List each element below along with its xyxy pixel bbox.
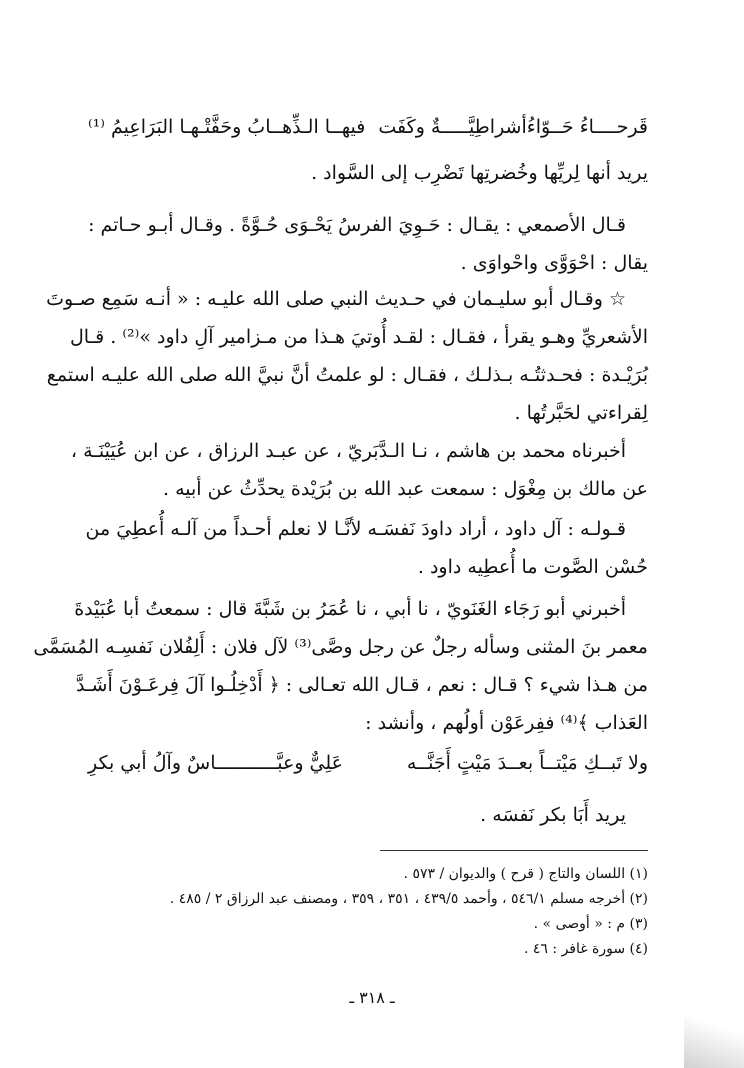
paragraph-line: أخبرناه محمد بن هاشم ، نـا الـدَّبَريّ ، عن عبـد الرزاق ، عن ابن عُيَيْنَـة ، bbox=[70, 440, 626, 462]
verse-line-1 bbox=[88, 108, 648, 146]
paragraph-line: معمر بنَ المثنى وسأله رجلٌ عن رجل وصَّى⁽³⁾ لآل فلان : أَلِفُلان نَفسِـه المُسَمَّى bbox=[33, 636, 648, 658]
paragraph-7 bbox=[88, 796, 648, 834]
paragraph-3 bbox=[46, 280, 648, 432]
footnote-4: (٤) سورة غافر : ٤٦ . bbox=[524, 941, 648, 957]
verse-1-second-hemistich: فيهــا الـذِّهــابُ وحَفَّتْـهـا البَرَاعِيمُ ⁽¹⁾ bbox=[88, 116, 366, 138]
paragraph-line: يريد أنها لِريِّها وخُضرتِها تَضْرِب إلى السَّواد . bbox=[311, 162, 648, 184]
paragraph-line: لِقراءتي لحَبَّرتُها . bbox=[514, 402, 648, 424]
paragraph-4 bbox=[70, 432, 648, 508]
paragraph-1 bbox=[88, 154, 648, 192]
footnotes bbox=[88, 862, 648, 962]
paragraph-line: حُسْن الصَّوت ما أُعطِيه داود . bbox=[417, 556, 648, 578]
paragraph-line: العَذاب ﴾⁽⁴⁾ ففِرعَوْن أولُهم ، وأنشد : bbox=[365, 712, 648, 734]
footnote-1: (١) اللسان والتاج ( قرح ) والديوان / ٥٧٣ . bbox=[403, 866, 648, 882]
verse-line-2 bbox=[88, 744, 648, 782]
paragraph-line: أخبرني أبو رَجَاء الغَنَويّ ، نا أبي ، نا عُمَرُ بن شَبَّةَ قال : سمعتُ أبا عُبَيْدةَ bbox=[74, 598, 626, 620]
paragraph-line: ☆ وقـال أبو سليـمان في حـديث النبي صلى الله عليـه : « أنـه سَمِع صـوتَ bbox=[46, 288, 626, 310]
paragraph-line: عن مالك بن مِغْوَل : سمعت عبد الله بن بُرَيْدة يحدِّثُ عن أبيه . bbox=[163, 478, 648, 500]
page-number: ـ ٣١٨ ـ bbox=[349, 988, 395, 1007]
paragraph-line: بُرَيْـدة : فحـدثتُـه بـذلـك ، فقـال : لو علمتُ أنَّ نبيَّ الله صلى الله عليـه استمع bbox=[46, 364, 648, 386]
paragraph-5 bbox=[85, 510, 648, 586]
paragraph-line: يريد أَبَا بكر نَفسَه . bbox=[480, 804, 626, 826]
verse-2-second-hemistich: عَلِيٌّ وعبَّـــــــــــاسٌ وآلُ أبي بكرِ bbox=[88, 752, 344, 774]
footnote-3: (٣) م : « أوصى » . bbox=[533, 916, 648, 932]
scan-edge-shadow bbox=[684, 998, 744, 1068]
paragraph-line: الأشعريِّ وهـو يقرأ ، فقـال : لقـد أُوتيَ هـذا من مـزامير آلِ داود »⁽²⁾ . قـال bbox=[70, 326, 648, 348]
paragraph-6 bbox=[33, 590, 648, 742]
paragraph-2 bbox=[88, 206, 648, 282]
paragraph-line: قـولـه : آل داود ، أراد داودَ نَفسَـه لأنَّـا لا نعلم أحـداً من آلـه أُعطِيَ من bbox=[85, 518, 626, 540]
paragraph-line: يقال : احْوَوَّى واحْواوَى . bbox=[460, 252, 648, 274]
verse-1-first-hemistich: قَرحــــاءُ حَــوّاءُأشراطِيَّـــــةٌ وكَفَت bbox=[378, 116, 648, 138]
paragraph-line: من هـذا شيء ؟ قـال : نعم ، قـال الله تعـالى : ﴿ أَدْخِلُـوا آلَ فِرعَـوْنَ أَشَـدَّ bbox=[75, 674, 648, 696]
paragraph-line: قـال الأصمعي : يقـال : حَـوِيَ الفرسُ يَحْـوَى حُـوَّةً . وقـال أبـو حـاتم : bbox=[88, 214, 626, 236]
footnote-2: (٢) أخرجه مسلم ٥٤٦/١ ، وأحمد ٤٣٩/٥ ، ٣٥١ ، ٣٥٩ ، ومصنف عبد الرزاق ٢ / ٤٨٥ . bbox=[169, 891, 648, 907]
verse-2-first-hemistich: ولا تَبــكِ مَيْتــاً بعــدَ مَيْتٍ أَجَنَّــه bbox=[406, 752, 648, 774]
footnote-divider bbox=[380, 850, 648, 851]
